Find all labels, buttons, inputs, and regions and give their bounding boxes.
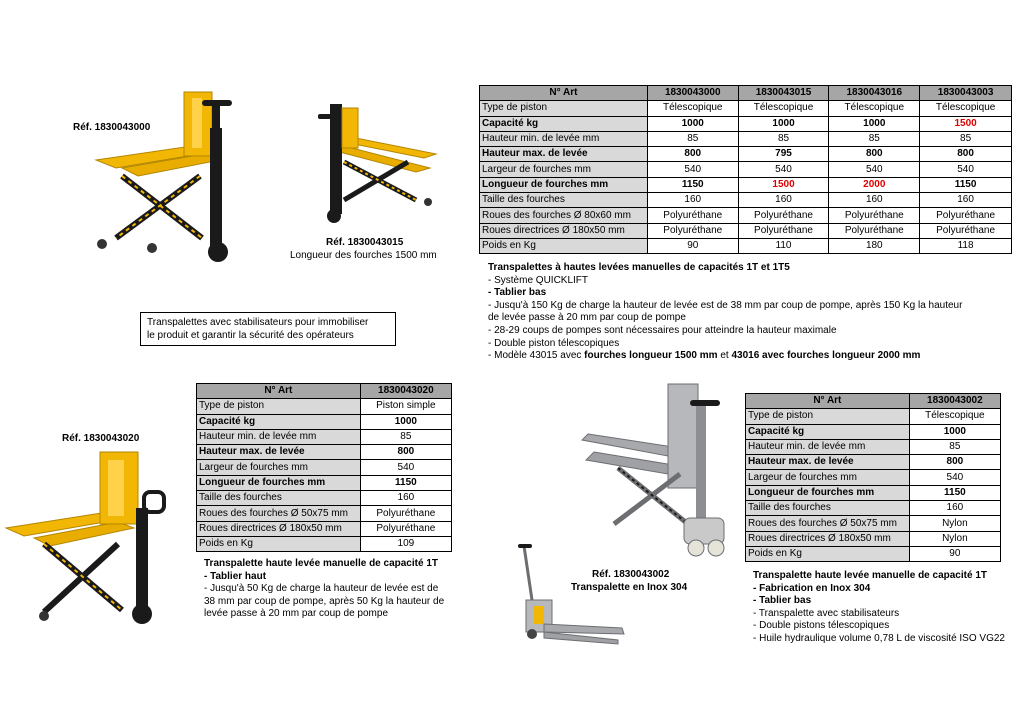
table-cell: 85	[920, 131, 1012, 146]
table-cell: 800	[909, 455, 1000, 470]
table-row	[197, 399, 452, 414]
table-cell: 540	[360, 460, 451, 475]
ref-1830043015-caption: Longueur des fourches 1500 mm	[290, 250, 437, 261]
row-label: Roues directrices Ø 180x50 mm	[197, 521, 361, 536]
table-cell: 540	[647, 162, 738, 177]
description-main	[488, 262, 1018, 363]
table-cell: Polyuréthane	[738, 223, 829, 238]
description-line: 38 mm par coup de pompe, après 50 Kg la hauteur de	[204, 595, 445, 607]
row-label: Roues des fourches Ø 50x75 mm	[197, 506, 361, 521]
row-label: Poids en Kg	[197, 536, 361, 551]
table-row	[480, 162, 1012, 177]
table-row	[197, 506, 452, 521]
table-cell: Polyuréthane	[647, 208, 738, 223]
table-cell: 85	[909, 439, 1000, 454]
table-row	[746, 409, 1001, 424]
table-cell: Télescopique	[920, 101, 1012, 116]
spec-table-1830043020	[196, 383, 452, 552]
pallet-truck-1830043015-image	[312, 96, 442, 226]
stainless-pallet-truck-image	[584, 378, 744, 558]
description-line: - Double pistons télescopiques	[753, 620, 890, 632]
table-cell-highlight: 2000	[829, 177, 920, 192]
table-row	[197, 475, 452, 490]
row-label: Hauteur min. de levée mm	[197, 429, 361, 444]
row-label: Roues directrices Ø 180x50 mm	[480, 223, 648, 238]
table-cell: 85	[360, 429, 451, 444]
table-cell: 85	[829, 131, 920, 146]
table-row	[746, 485, 1001, 500]
table-row	[197, 414, 452, 429]
table-cell: 180	[829, 238, 920, 253]
description-line: levée passe à 20 mm par coup de pompe	[204, 608, 388, 620]
table-cell: 540	[920, 162, 1012, 177]
table-row	[480, 223, 1012, 238]
table-header-cell: 1830043000	[647, 86, 738, 101]
table-cell: 1150	[909, 485, 1000, 500]
table-cell: 1150	[647, 177, 738, 192]
table-row	[480, 238, 1012, 253]
description-line: - Tablier bas	[753, 595, 812, 607]
table-row	[480, 177, 1012, 192]
row-label: Capacité kg	[480, 116, 648, 131]
table-cell: 1150	[920, 177, 1012, 192]
table-header-cell: 1830043002	[909, 394, 1000, 409]
table-cell: 540	[738, 162, 829, 177]
table-header-cell: 1830043016	[829, 86, 920, 101]
row-label: Poids en Kg	[746, 546, 910, 561]
table-cell: Télescopique	[909, 409, 1000, 424]
text-segment: - Modèle 43015 avec	[488, 350, 585, 362]
description-title: Transpalette haute levée manuelle de capacité 1T	[204, 558, 438, 569]
table-row	[746, 455, 1001, 470]
row-label: Hauteur max. de levée	[197, 445, 361, 460]
description-line: de levée passe à 20 mm par coup de pompe	[488, 312, 686, 324]
table-row	[480, 147, 1012, 162]
description-line: - Double piston télescopiques	[488, 337, 620, 349]
table-row	[746, 439, 1001, 454]
ref-1830043020: Réf. 1830043020	[62, 433, 140, 444]
table-cell: Nylon	[909, 531, 1000, 546]
table-cell: 160	[738, 193, 829, 208]
ref-1830043000: Réf. 1830043000	[73, 122, 151, 133]
description-title: Transpalettes à hautes levées manuelles de capacités 1T et 1T5	[488, 262, 790, 273]
table-cell: 160	[909, 501, 1000, 516]
table-cell: 800	[647, 147, 738, 162]
table-row	[197, 429, 452, 444]
table-cell: 1150	[360, 475, 451, 490]
table-cell: 540	[909, 470, 1000, 485]
text-segment-bold: fourches longueur 1500 mm	[584, 350, 718, 362]
table-cell: 1000	[360, 414, 451, 429]
ref-1830043015: Réf. 1830043015	[326, 237, 404, 248]
table-cell: Polyuréthane	[360, 521, 451, 536]
table-row	[480, 193, 1012, 208]
ref-1830043002-caption: Transpalette en Inox 304	[571, 582, 688, 593]
table-cell: Polyuréthane	[647, 223, 738, 238]
description-1830043002	[753, 570, 1023, 646]
description-line: - Jusqu'à 150 Kg de charge la hauteur de levée est de 38 mm par coup de pompe, après 150 Kg la hauteur	[488, 299, 963, 311]
description-line	[488, 350, 1018, 363]
table-cell: 160	[360, 491, 451, 506]
note-line: le produit et garantir la sécurité des opérateurs	[147, 330, 354, 341]
table-header-row	[197, 384, 452, 399]
description-line: - Transpalette avec stabilisateurs	[753, 607, 900, 619]
row-label: Type de piston	[197, 399, 361, 414]
row-label: Largeur de fourches mm	[197, 460, 361, 475]
table-row	[480, 101, 1012, 116]
table-cell: 118	[920, 238, 1012, 253]
description-line: - Tablier haut	[204, 570, 267, 582]
table-cell: 160	[829, 193, 920, 208]
description-line: - Système QUICKLIFT	[488, 274, 589, 286]
row-label: Roues des fourches Ø 80x60 mm	[480, 208, 648, 223]
pallet-truck-1830043000-image	[92, 88, 252, 268]
table-row	[746, 516, 1001, 531]
table-cell: 540	[829, 162, 920, 177]
spec-table-main	[479, 85, 1012, 254]
row-label: Capacité kg	[197, 414, 361, 429]
row-label: Capacité kg	[746, 424, 910, 439]
table-cell: 795	[738, 147, 829, 162]
row-label: Poids en Kg	[480, 238, 648, 253]
table-header-cell: 1830043003	[920, 86, 1012, 101]
description-title: Transpalette haute levée manuelle de capacité 1T	[753, 570, 987, 581]
row-label: Type de piston	[746, 409, 910, 424]
table-row	[197, 460, 452, 475]
row-label: Largeur de fourches mm	[746, 470, 910, 485]
table-row	[746, 424, 1001, 439]
table-cell: 1000	[829, 116, 920, 131]
table-cell: 800	[829, 147, 920, 162]
table-cell: 90	[909, 546, 1000, 561]
table-cell: Télescopique	[647, 101, 738, 116]
table-cell: 160	[920, 193, 1012, 208]
row-label: Hauteur max. de levée	[480, 147, 648, 162]
pallet-truck-1830043020-image	[4, 448, 174, 628]
row-label: Taille des fourches	[197, 491, 361, 506]
table-cell: 160	[647, 193, 738, 208]
table-cell-highlight: 1500	[920, 116, 1012, 131]
table-row	[746, 531, 1001, 546]
spec-table-1830043002	[745, 393, 1001, 562]
table-row	[746, 546, 1001, 561]
row-label: Longueur de fourches mm	[480, 177, 648, 192]
description-line: - Fabrication en Inox 304	[753, 582, 871, 594]
table-cell: Polyuréthane	[360, 506, 451, 521]
table-cell: 85	[738, 131, 829, 146]
row-label: Roues directrices Ø 180x50 mm	[746, 531, 910, 546]
text-segment: et	[717, 350, 732, 362]
table-cell: Télescopique	[738, 101, 829, 116]
table-row	[480, 131, 1012, 146]
row-label: Largeur de fourches mm	[480, 162, 648, 177]
table-cell: 109	[360, 536, 451, 551]
table-header-cell: 1830043020	[360, 384, 451, 399]
description-1830043020	[204, 558, 474, 621]
table-cell: 85	[647, 131, 738, 146]
table-header-cell: N° Art	[480, 86, 648, 101]
row-label: Taille des fourches	[746, 501, 910, 516]
table-header-row	[480, 86, 1012, 101]
table-row	[197, 536, 452, 551]
text-segment-bold: 43016 avec fourches longueur 2000 mm	[731, 350, 921, 362]
table-cell: 1000	[647, 116, 738, 131]
table-cell: Télescopique	[829, 101, 920, 116]
table-cell-highlight: 1500	[738, 177, 829, 192]
table-row	[480, 208, 1012, 223]
table-cell: Polyuréthane	[829, 208, 920, 223]
description-line: - Huile hydraulique volume 0,78 L de viscosité ISO VG22	[753, 632, 1005, 644]
ref-1830043002: Réf. 1830043002	[592, 569, 670, 580]
table-header-cell: N° Art	[746, 394, 910, 409]
table-cell: 800	[920, 147, 1012, 162]
table-header-cell: N° Art	[197, 384, 361, 399]
table-row	[480, 116, 1012, 131]
row-label: Longueur de fourches mm	[197, 475, 361, 490]
row-label: Hauteur min. de levée mm	[746, 439, 910, 454]
row-label: Taille des fourches	[480, 193, 648, 208]
table-cell: 800	[360, 445, 451, 460]
table-row	[197, 491, 452, 506]
table-cell: Polyuréthane	[920, 223, 1012, 238]
row-label: Type de piston	[480, 101, 648, 116]
table-row	[746, 470, 1001, 485]
table-cell: Polyuréthane	[920, 208, 1012, 223]
table-cell: 90	[647, 238, 738, 253]
row-label: Roues des fourches Ø 50x75 mm	[746, 516, 910, 531]
description-line: - 28-29 coups de pompes sont nécessaires pour atteindre la hauteur maximale	[488, 324, 837, 336]
table-header-cell: 1830043015	[738, 86, 829, 101]
description-line: - Jusqu'à 50 Kg de charge la hauteur de levée est de	[204, 583, 439, 595]
table-header-row	[746, 394, 1001, 409]
stabilizer-note-box	[140, 312, 396, 346]
table-row	[197, 521, 452, 536]
row-label: Longueur de fourches mm	[746, 485, 910, 500]
note-line: Transpalettes avec stabilisateurs pour immobiliser	[147, 317, 369, 328]
table-row	[197, 445, 452, 460]
row-label: Hauteur min. de levée mm	[480, 131, 648, 146]
table-cell: 1000	[909, 424, 1000, 439]
table-row	[746, 501, 1001, 516]
table-cell: Polyuréthane	[738, 208, 829, 223]
table-cell: 1000	[738, 116, 829, 131]
table-cell: Polyuréthane	[829, 223, 920, 238]
table-cell: Nylon	[909, 516, 1000, 531]
table-cell: 110	[738, 238, 829, 253]
stainless-pallet-truck-small-image	[514, 540, 626, 640]
description-line: - Tablier bas	[488, 287, 547, 299]
table-cell: Piston simple	[360, 399, 451, 414]
row-label: Hauteur max. de levée	[746, 455, 910, 470]
